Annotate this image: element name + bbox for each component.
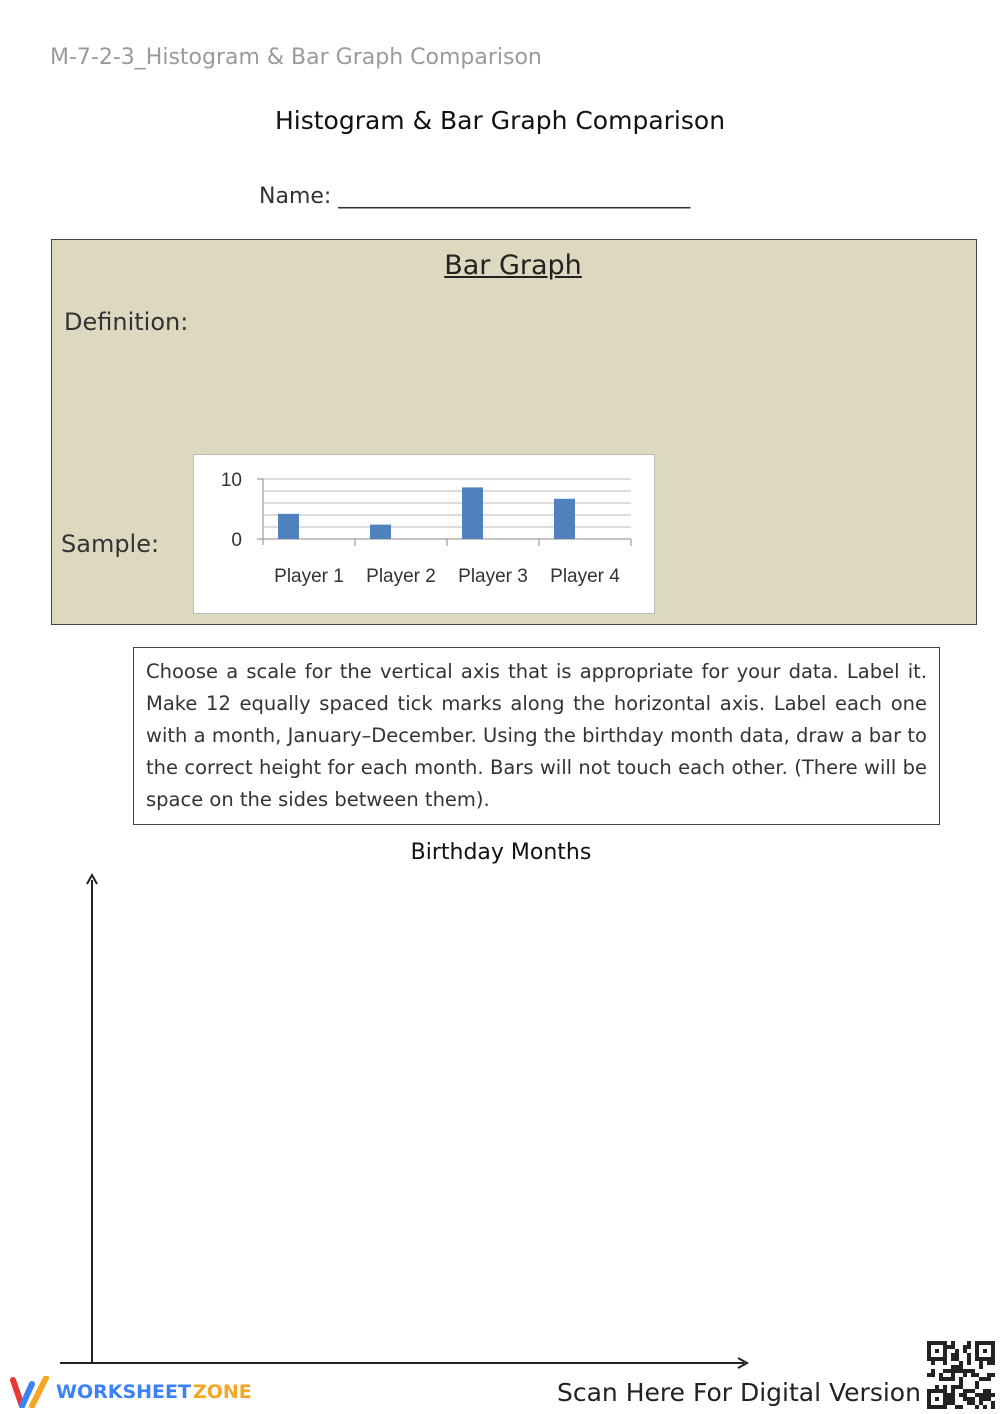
logo-icon bbox=[10, 1376, 50, 1408]
graph-title: Birthday Months bbox=[410, 840, 592, 865]
x-tick-label: Player 3 bbox=[458, 566, 528, 587]
qr-code-icon[interactable] bbox=[927, 1341, 995, 1409]
worksheet-zone-logo bbox=[10, 1376, 252, 1408]
definition-label: Definition: bbox=[64, 308, 189, 336]
name-field[interactable]: Name: ________________________________ bbox=[259, 184, 691, 209]
y-tick-label: 0 bbox=[231, 530, 242, 551]
x-tick-label: Player 2 bbox=[366, 566, 436, 587]
x-tick-label: Player 4 bbox=[550, 566, 620, 587]
logo-text-zone: ZONE bbox=[192, 1381, 252, 1403]
page-title: Histogram & Bar Graph Comparison bbox=[274, 106, 726, 135]
document-id: M-7-2-3_Histogram & Bar Graph Comparison bbox=[50, 45, 542, 70]
instructions-box: Choose a scale for the vertical axis that is appropriate for your data. Label it. Make 12 equally spaced tick marks along the horizontal axis. Label each one with a month, January–December. Using the birthday month data, draw a bar to the correct height for each month. Bars will not touch each other. (There will be space on the sides between them). bbox=[133, 647, 940, 825]
sample-label: Sample: bbox=[61, 530, 160, 558]
section-title: Bar Graph bbox=[444, 250, 582, 281]
y-tick-label: 10 bbox=[220, 470, 242, 491]
x-tick-label: Player 1 bbox=[274, 566, 344, 587]
scan-text: Scan Here For Digital Version bbox=[557, 1378, 921, 1407]
logo-text-worksheet: WORKSHEET bbox=[56, 1381, 191, 1403]
